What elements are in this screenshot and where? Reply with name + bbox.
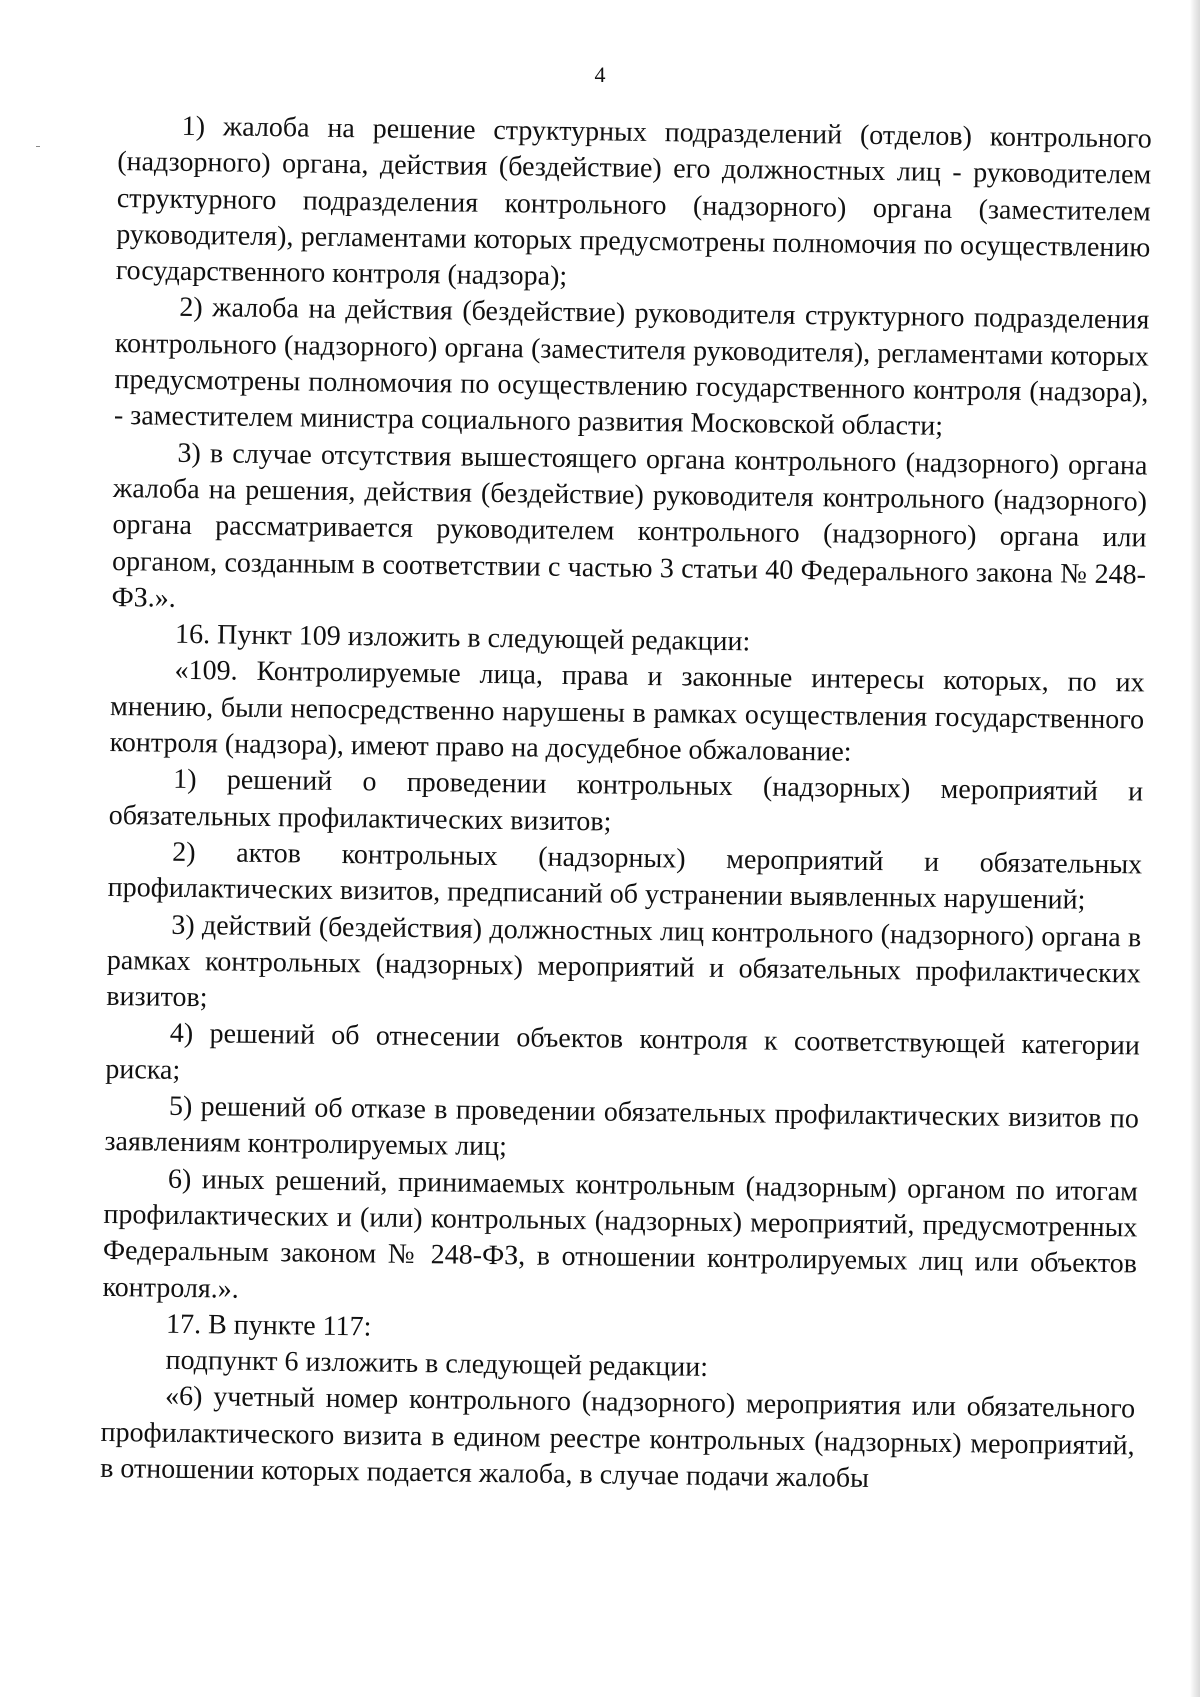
document-body — [100, 108, 1152, 1501]
scan-edge-shadow — [1190, 0, 1200, 1697]
paragraph-no-superior-body: 3) в случае отсутствия вышестоящего органа контрольного (надзорного) органа жалоба на решения, действия (бездействие) руководителя контрольного (надзорного) органа рассматривается руководителем контрольного (надзорного) органа или органом, созданным в соответствии с частью 3 статьи 40 Федерального закона № 248-ФЗ.». — [111, 437, 1148, 614]
list-item-2: 2) актов контрольных (надзорных) мероприятий и обязательных профилактических визитов, предписаний об устранении выявленных нарушений; — [107, 836, 1143, 916]
paragraph-complaint-structural-units: 1) жалоба на решение структурных подразделений (отделов) контрольного (надзорного) органа, действия (бездействие) его должностных лиц - руководителем структурного подразделения контрольного (надзорного) органа (заместителем руководителя), регламентами которых предусмотрены полномочия по осуществлению государственного контроля (надзора); — [115, 110, 1152, 293]
scan-speck — [36, 146, 40, 147]
paragraph-subitem-6-text: «6) учетный номер контрольного (надзорного) мероприятия или обязательного профилактического визита в едином реестре контрольных (надзорных) мероприятий, в отношении которых подается жалоба, в случае подачи жалобы — [99, 1381, 1136, 1494]
paragraph-clause-109: «109. Контролируемые лица, права и законные интересы которых, по их мнению, были непосредственно нарушены в рамках осуществления государственного контроля (надзора), имеют право на досудебное обжалование: — [109, 655, 1145, 768]
paragraph-item-16: 16. Пункт 109 изложить в следующей редакции: — [174, 618, 751, 658]
list-item-1: 1) решений о проведении контрольных (надзорных) мероприятий и обязательных профилактических визитов; — [108, 764, 1144, 838]
paragraph-subitem-6-heading: подпункт 6 изложить в следующей редакции: — [165, 1344, 709, 1383]
list-item-6: 6) иных решений, принимаемых контрольным (надзорным) органом по итогам профилактических и (или) контрольных (надзорных) мероприятий, предусмотренных Федеральным законом № 248-ФЗ, в отношении контролируемых лиц или объектов контроля.». — [102, 1163, 1139, 1305]
list-item-3: 3) действий (бездействия) должностных лиц контрольного (надзорного) органа в рамках контрольных (надзорных) мероприятий и обязательных профилактических визитов; — [106, 909, 1142, 1014]
page-number: 4 — [594, 62, 606, 87]
list-item-4: 4) решений об отнесении объектов контроля к соответствующей категории риска; — [105, 1018, 1141, 1086]
paragraph-item-17: 17. В пункте 117: — [165, 1308, 372, 1343]
list-item-5: 5) решений об отказе в проведении обязательных профилактических визитов по заявлениям контролируемых лиц; — [104, 1090, 1140, 1163]
paragraph-complaint-unit-heads: 2) жалоба на действия (бездействие) руководителя структурного подразделения контрольного (надзорного) органа (заместителя руководителя), регламентами которых предусмотрены полномочия по осуществлению государственного контроля (надзора), - заместителем министра социального развития Московской области; — [113, 292, 1150, 443]
